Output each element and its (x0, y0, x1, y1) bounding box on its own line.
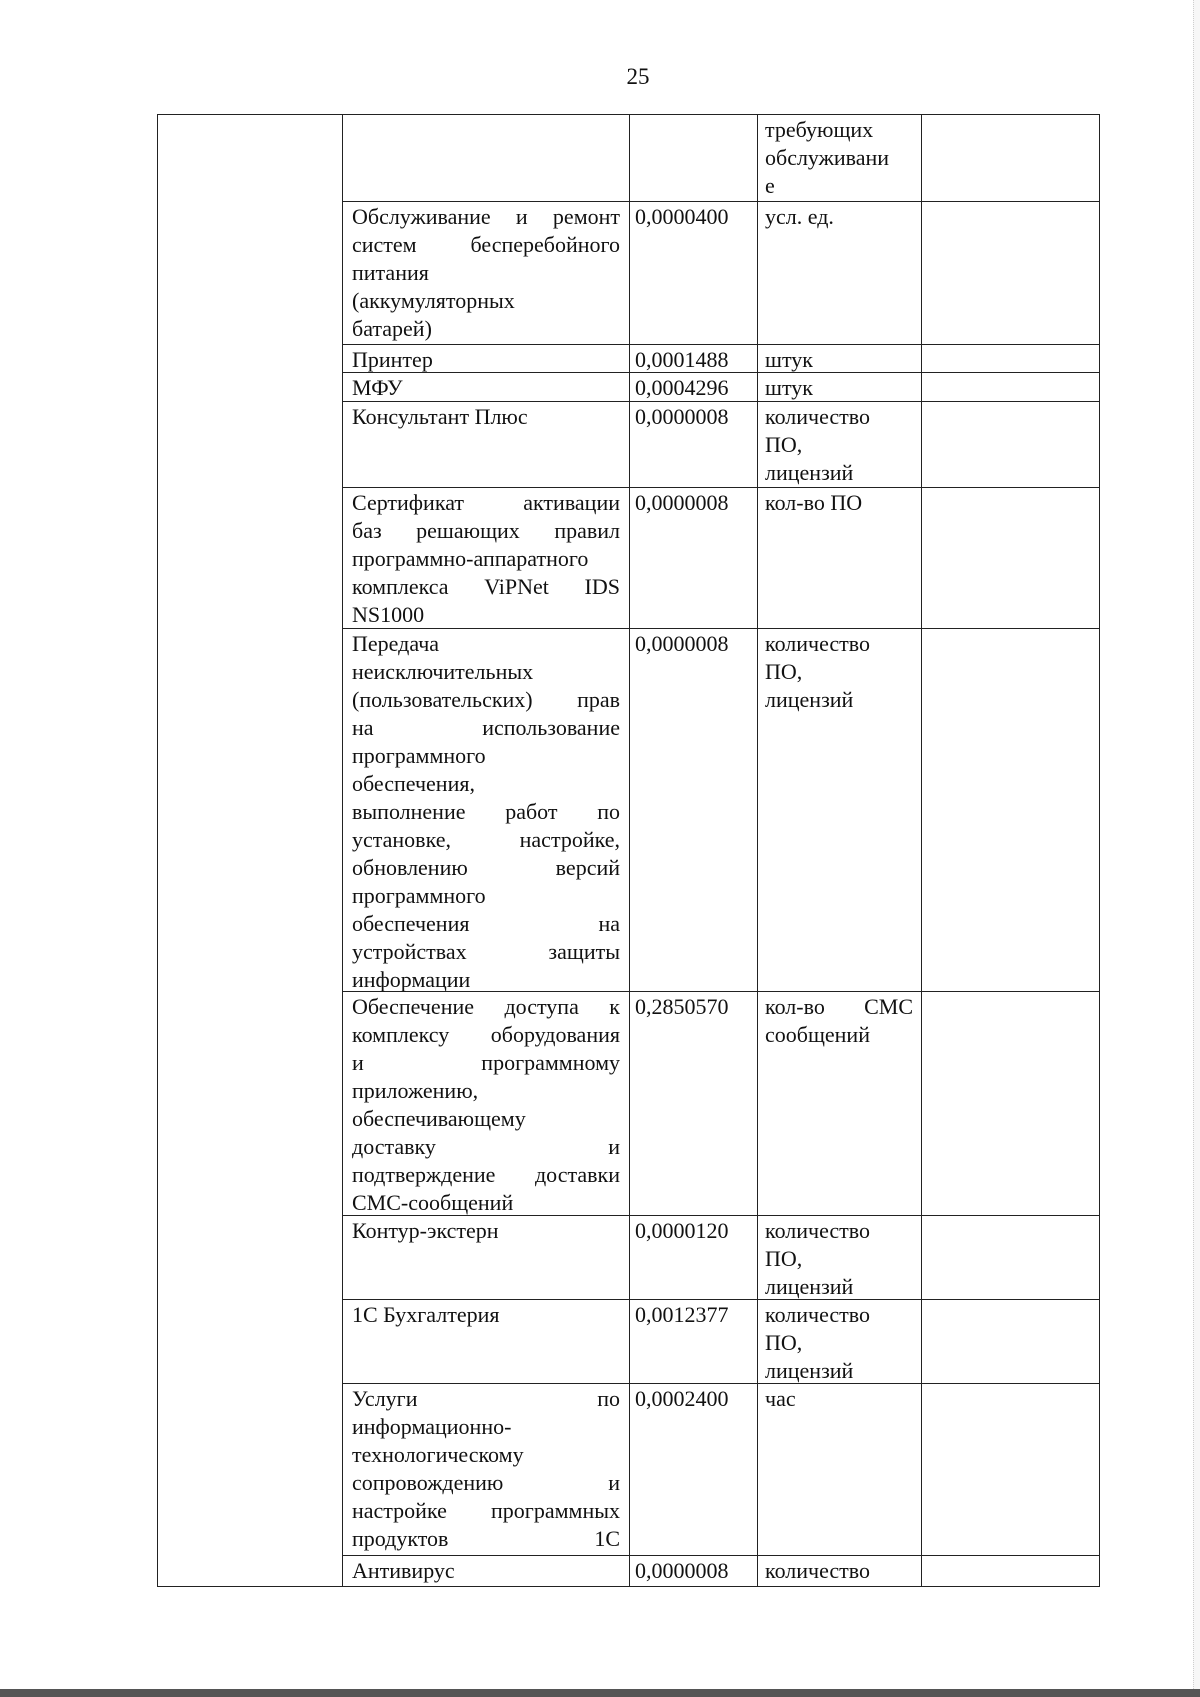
row-unit-line: штук (765, 375, 813, 400)
row-unit-cell (757, 346, 921, 372)
row-name-line: информационно- (352, 1414, 512, 1439)
row-unit-line: ПО, (765, 1246, 803, 1271)
row-name-line: Сертификат активации (352, 490, 620, 515)
row-empty-cell (921, 1215, 1100, 1299)
row-empty-cell (921, 201, 1100, 344)
row-name-line: Передача (352, 631, 440, 656)
row-name-line: (аккумуляторных (352, 288, 515, 313)
row-value-cell: 0,0000120 (635, 1218, 729, 1243)
row-unit-line: час (765, 1386, 796, 1411)
row-empty-cell (921, 372, 1100, 401)
row-value-cell: 0,0002400 (635, 1386, 729, 1411)
row-unit-line: лицензий (765, 687, 854, 712)
row-unit-line: лицензий (765, 1274, 854, 1299)
row-name-cell (342, 1217, 629, 1299)
row-name-line: Обслуживание и ремонт (352, 204, 620, 229)
row-name-line: технологическому (352, 1442, 524, 1467)
row-name-line: продуктов 1С (352, 1526, 620, 1551)
row-name-line: Антивирус (352, 1558, 455, 1583)
row-empty-cell (921, 1555, 1100, 1587)
row-name-line: обеспечения, (352, 771, 475, 796)
row-name-line: (пользовательских) прав (352, 687, 620, 712)
row-name-line: сопровождению и (352, 1470, 620, 1495)
row-name-line: NS1000 (352, 602, 425, 627)
row-unit-line: штук (765, 347, 813, 372)
row-empty-cell (921, 344, 1100, 372)
row-name-cell (342, 1301, 629, 1383)
row-name-line: Контур-экстерн (352, 1218, 499, 1243)
row-name-line: баз решающих правил (352, 518, 620, 543)
row-value-cell: 0,0000008 (635, 404, 729, 429)
row-name-line: программно-аппаратного (352, 546, 589, 571)
row-value-cell: 0,0012377 (635, 1302, 729, 1327)
row-name-line: МФУ (352, 375, 403, 400)
row-unit-line: ПО, (765, 659, 803, 684)
row-unit-line: количество (765, 404, 871, 429)
row-unit-cell (757, 1385, 921, 1555)
row-name-cell (342, 403, 629, 487)
row-unit-cell (757, 489, 921, 628)
row-empty-cell (921, 1383, 1100, 1555)
row-unit-line: усл. ед. (765, 204, 834, 229)
row-unit-line: количество (765, 631, 871, 656)
row-name-line: 1С Бухгалтерия (352, 1302, 500, 1327)
row-name-cell (342, 489, 629, 628)
row-name-line: установке, настройке, (352, 827, 620, 852)
row-unit-cell (757, 203, 921, 344)
row-name-line: устройствах защиты (352, 939, 620, 964)
row-unit-line: лицензий (765, 1358, 854, 1383)
row-unit-line: требующих (765, 117, 874, 142)
row-name-line: Принтер (352, 347, 433, 372)
row-name-cell (342, 993, 629, 1215)
row-unit-cell (757, 993, 921, 1215)
row-name-line: комплексу оборудования (352, 1022, 620, 1047)
table-col-border (157, 114, 158, 1587)
row-unit-line: количество (765, 1218, 871, 1243)
row-unit-line: кол-во СМС (765, 994, 913, 1019)
row-unit-cell (757, 1217, 921, 1299)
row-name-cell (342, 1557, 629, 1587)
row-name-cell (342, 116, 629, 201)
row-name-cell (342, 374, 629, 401)
row-unit-line: сообщений (765, 1022, 870, 1047)
row-name-line: информации (352, 967, 471, 992)
row-unit-cell (757, 630, 921, 991)
row-unit-line: количество (765, 1558, 871, 1583)
row-name-line: систем бесперебойного (352, 232, 620, 257)
row-name-line: Обеспечение доступа к (352, 994, 620, 1019)
row-value-cell: 0,2850570 (635, 994, 729, 1019)
row-value-cell: 0,0000008 (635, 631, 729, 656)
row-name-line: программного (352, 743, 486, 768)
row-name-line: питания (352, 260, 429, 285)
row-unit-line: количество (765, 1302, 871, 1327)
row-value-cell (629, 116, 757, 201)
row-name-line: СМС-сообщений (352, 1190, 514, 1215)
row-unit-cell (757, 403, 921, 487)
scan-bottom-edge (0, 1689, 1200, 1697)
row-empty-cell (921, 487, 1100, 628)
row-unit-line: кол-во ПО (765, 490, 863, 515)
row-empty-cell (921, 628, 1100, 991)
row-name-line: обновлению версий (352, 855, 620, 880)
row-name-line: и программному (352, 1050, 620, 1075)
row-name-line: доставку и (352, 1134, 620, 1159)
row-empty-cell (921, 401, 1100, 487)
row-unit-cell (757, 1557, 921, 1587)
row-name-line: комплекса ViPNet IDS (352, 574, 620, 599)
row-name-line: Услуги по (352, 1386, 620, 1411)
row-empty-cell (921, 1299, 1100, 1383)
row-unit-cell (757, 1301, 921, 1383)
row-value-cell: 0,0000400 (635, 204, 729, 229)
row-name-line: настройке программных (352, 1498, 620, 1523)
row-empty-cell (921, 991, 1100, 1215)
row-name-line: неисключительных (352, 659, 534, 684)
row-name-line: батарей) (352, 316, 432, 341)
row-unit-cell (757, 116, 921, 201)
row-unit-cell (757, 374, 921, 401)
row-unit-line: ПО, (765, 1330, 803, 1355)
row-name-cell (342, 1385, 629, 1555)
page-number: 25 (626, 64, 650, 89)
row-name-line: выполнение работ по (352, 799, 620, 824)
row-name-line: обеспечивающему (352, 1106, 526, 1131)
row-name-line: подтверждение доставки (352, 1162, 620, 1187)
row-name-line: на использование (352, 715, 620, 740)
row-unit-line: ПО, (765, 432, 803, 457)
row-name-cell (342, 630, 629, 991)
row-value-cell: 0,0004296 (635, 375, 729, 400)
row-name-line: программного (352, 883, 486, 908)
row-unit-line: е (765, 173, 775, 198)
row-name-line: обеспечения на (352, 911, 620, 936)
scan-right-edge (1193, 0, 1200, 1697)
row-name-cell (342, 203, 629, 344)
row-unit-line: обслуживани (765, 145, 890, 170)
row-unit-line: лицензий (765, 460, 854, 485)
norms-table (157, 114, 1100, 1587)
row-value-cell: 0,0000008 (635, 490, 729, 515)
row-name-line: приложению, (352, 1078, 479, 1103)
row-empty-cell (921, 114, 1100, 201)
row-name-line: Консультант Плюс (352, 404, 528, 429)
row-name-cell (342, 346, 629, 372)
row-value-cell: 0,0000008 (635, 1558, 729, 1583)
row-value-cell: 0,0001488 (635, 347, 729, 372)
